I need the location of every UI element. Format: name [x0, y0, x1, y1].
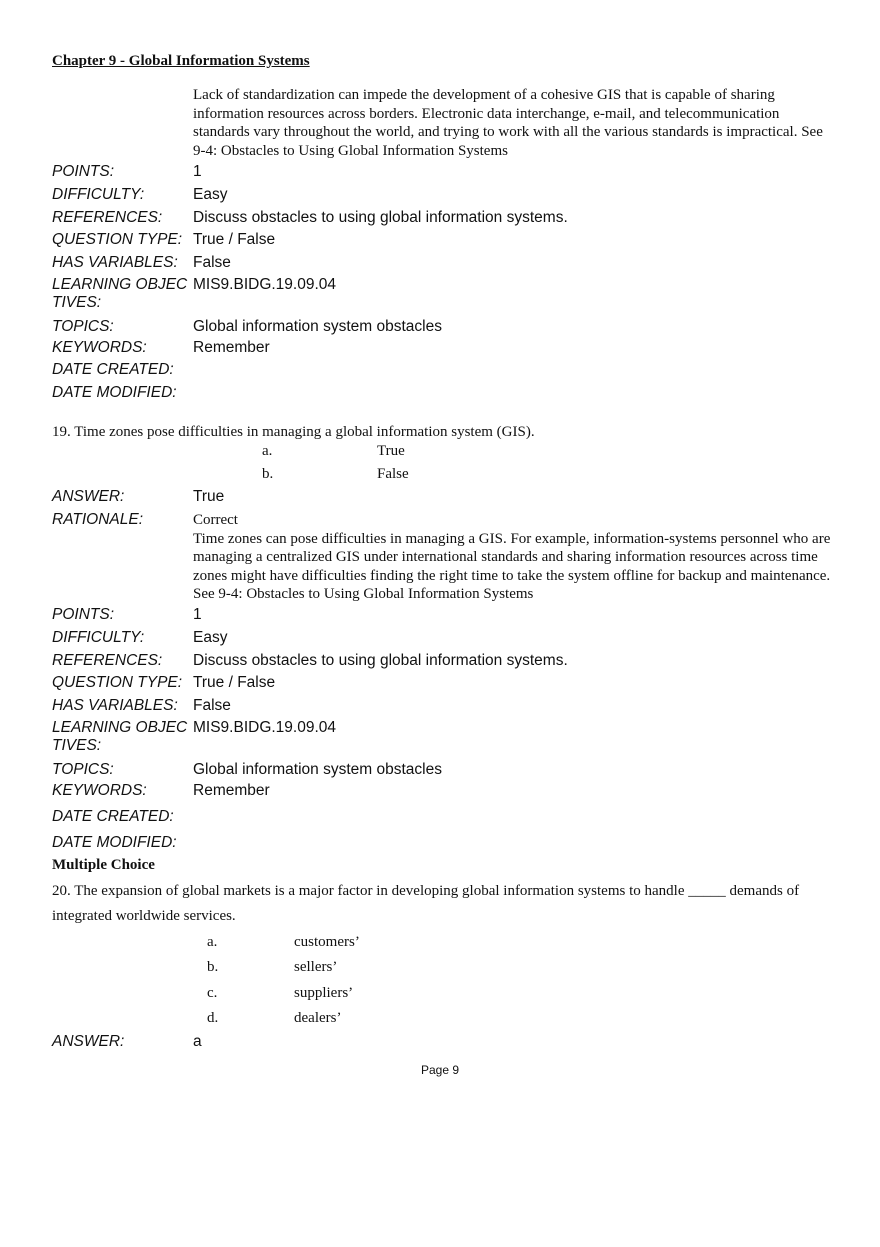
q18-meta-keywords [52, 339, 842, 361]
q18-meta-references [52, 209, 842, 231]
q20-option-d-letter: d. [207, 1010, 219, 1026]
answer-label: ANSWER: [52, 488, 125, 505]
q19-meta-date-modified [52, 834, 842, 856]
meta-value: 1 [193, 163, 202, 180]
q18-meta-difficulty [52, 186, 842, 208]
rationale-label: RATIONALE: [52, 511, 144, 528]
meta-label-line2: TIVES: [52, 294, 102, 311]
q20-option-d-text[interactable]: dealers’ [294, 1010, 342, 1026]
q19-option-a-text[interactable]: True [377, 443, 405, 459]
meta-value: Remember [193, 782, 270, 799]
answer-label: ANSWER: [52, 1033, 125, 1050]
q19-option-b-text[interactable]: False [377, 466, 409, 482]
q18-meta-date-created [52, 361, 842, 383]
q20-answer [52, 1033, 842, 1055]
meta-label: HAS VARIABLES: [52, 254, 178, 271]
rationale-body: Time zones can pose difficulties in managing a GIS. For example, information-systems personnel who are managing a centralized GIS under international standards and sharing information resources across time zones might have difficulties finding the right time to take the system offline for backup and maintenance. See 9-4: Obstacles to Using Global Information Systems [193, 530, 831, 602]
meta-value: MIS9.BIDG.19.09.04 [193, 276, 337, 293]
section-heading: Multiple Choice [52, 857, 155, 873]
meta-label: QUESTION TYPE: [52, 231, 183, 248]
q19-meta-has-variables [52, 697, 842, 719]
meta-label: DATE MODIFIED: [52, 834, 177, 851]
chapter-title: Chapter 9 - Global Information Systems [52, 53, 310, 69]
meta-label: DIFFICULTY: [52, 629, 145, 646]
answer-value: a [193, 1033, 202, 1050]
q20-option-a-letter: a. [207, 934, 218, 950]
q19-meta-learning-objectives [52, 719, 842, 759]
meta-label: POINTS: [52, 606, 115, 623]
q19-meta-points [52, 606, 842, 628]
meta-label: TOPICS: [52, 318, 114, 335]
meta-value: Remember [193, 339, 270, 356]
meta-label: DATE CREATED: [52, 361, 174, 378]
answer-value: True [193, 488, 225, 505]
meta-value: 1 [193, 606, 202, 623]
q18-meta-has-variables [52, 254, 842, 276]
q20-option-c-text[interactable]: suppliers’ [294, 985, 354, 1001]
meta-label: REFERENCES: [52, 652, 163, 669]
q18-meta-date-modified [52, 384, 842, 406]
meta-value: Discuss obstacles to using global information systems. [193, 652, 568, 669]
meta-label: DATE MODIFIED: [52, 384, 177, 401]
meta-label [52, 276, 192, 312]
meta-label: HAS VARIABLES: [52, 697, 178, 714]
meta-label: DATE CREATED: [52, 808, 174, 825]
q19-meta-question-type [52, 674, 842, 696]
meta-value: True / False [193, 231, 276, 248]
meta-label: QUESTION TYPE: [52, 674, 183, 691]
meta-value: False [193, 697, 231, 714]
q18-meta-learning-objectives [52, 276, 842, 316]
meta-value: Global information system obstacles [193, 318, 442, 335]
q18-meta-points [52, 163, 842, 185]
q19-meta-references [52, 652, 842, 674]
q19-option-a-letter: a. [262, 443, 273, 459]
meta-label: REFERENCES: [52, 209, 163, 226]
q20-option-b-letter: b. [207, 959, 219, 975]
meta-value: Discuss obstacles to using global information systems. [193, 209, 568, 226]
q18-rationale-text: Lack of standardization can impede the development of a cohesive GIS that is capable of sharing information resources across borders. Electronic data interchange, e-mail, and telecommunication standards vary throughout the world, and trying to work with all the various standards is impractical. See 9-4: Obstacles to Using Global Information Systems [193, 87, 823, 159]
meta-label: TOPICS: [52, 761, 114, 778]
question-20-text: 20. The expansion of global markets is a major factor in developing global information systems to handle _____ demands of integrated worldwide services. [52, 883, 800, 924]
meta-value: False [193, 254, 231, 271]
q20-option-b-text[interactable]: sellers’ [294, 959, 338, 975]
meta-value: MIS9.BIDG.19.09.04 [193, 719, 337, 736]
meta-value: True / False [193, 674, 276, 691]
q19-answer [52, 488, 842, 510]
q20-option-a-text[interactable]: customers’ [294, 934, 360, 950]
meta-value: Global information system obstacles [193, 761, 442, 778]
meta-label-line1: LEARNING OBJEC [52, 719, 188, 736]
rationale-head: Correct [193, 512, 238, 528]
q20-option-c-letter: c. [207, 985, 218, 1001]
meta-label: POINTS: [52, 163, 115, 180]
q19-option-b-letter: b. [262, 466, 274, 482]
meta-label: KEYWORDS: [52, 782, 147, 799]
rationale-content [193, 511, 833, 604]
meta-label: KEYWORDS: [52, 339, 147, 356]
meta-value: Easy [193, 629, 228, 646]
q19-meta-difficulty [52, 629, 842, 651]
q18-meta-topics [52, 318, 842, 340]
page-number: Page 9 [420, 1063, 460, 1077]
meta-label-line1: LEARNING OBJEC [52, 276, 188, 293]
meta-label [52, 719, 192, 755]
meta-label-line2: TIVES: [52, 737, 102, 754]
meta-value: Easy [193, 186, 228, 203]
q19-meta-date-created [52, 808, 842, 830]
q19-meta-keywords [52, 782, 842, 804]
meta-label: DIFFICULTY: [52, 186, 145, 203]
question-19-text: 19. Time zones pose difficulties in managing a global information system (GIS). [52, 424, 535, 440]
q19-meta-topics [52, 761, 842, 783]
q18-meta-question-type [52, 231, 842, 253]
q19-rationale [52, 511, 842, 603]
